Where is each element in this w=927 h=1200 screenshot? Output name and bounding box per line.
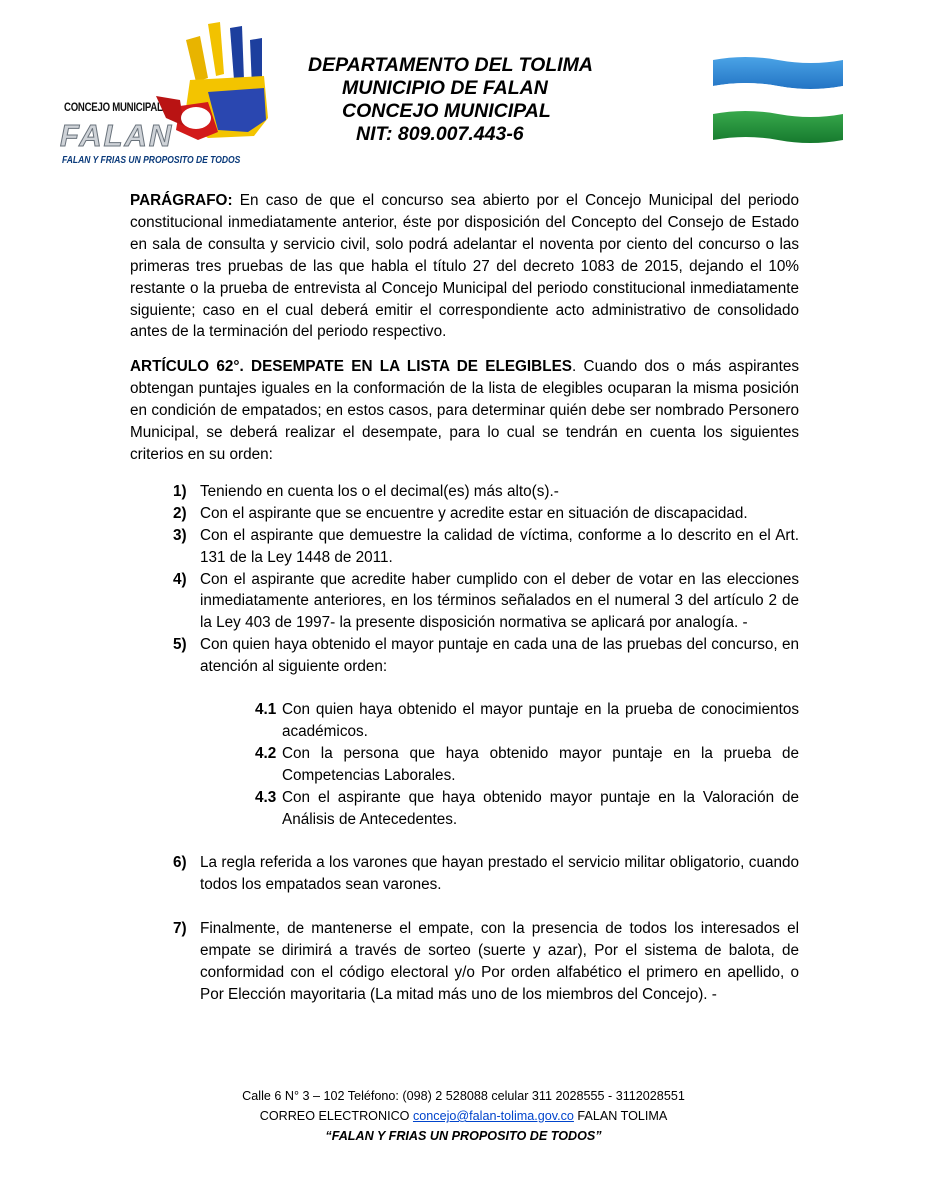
nit-line: NIT: 809.007.443-6	[356, 123, 524, 145]
footer-email-suffix: FALAN TOLIMA	[573, 1109, 668, 1123]
sub-list-item	[130, 699, 799, 743]
page-footer	[0, 1086, 927, 1146]
list-item	[130, 481, 799, 503]
council-title: CONCEJO MUNICIPAL	[342, 100, 551, 122]
footer-email-line	[0, 1106, 927, 1126]
list-item-number: 2)	[173, 504, 187, 522]
letterhead-titles	[300, 54, 660, 146]
articulo-label: ARTÍCULO 62°. DESEMPATE EN LA LISTA DE ELEGIBLES	[130, 358, 572, 376]
list-item	[130, 918, 799, 1006]
list-item-text: Finalmente, de mantenerse el empate, con la presencia de todos los interesados el empate se dirimirá a través de sorteo (suerte y azar), Por el sistema de balota, de conformidad con el código electoral y/o Por orden alfabético el primero en apellido, o Por Elección mayoritaria (La mitad más uno de los miembros del Concejo). -	[200, 920, 799, 1003]
list-item	[130, 503, 799, 525]
logo-tagline: FALAN Y FRIAS UN PROPOSITO DE TODOS	[62, 155, 241, 166]
sub-item-text: Con la persona que haya obtenido mayor puntaje en la prueba de Competencias Laborales.	[282, 744, 799, 784]
footer-email-prefix: CORREO ELECTRONICO	[259, 1109, 413, 1123]
list-item-text: Teniendo en cuenta los o el decimal(es) más alto(s).-	[200, 482, 559, 500]
sub-item-number: 4.3	[255, 788, 277, 806]
municipality-title: MUNICIPIO DE FALAN	[342, 77, 548, 99]
list-item-text: Con el aspirante que demuestre la calidad de víctima, conforme a lo descrito en el Art. 131 de la Ley 1448 de 2011.	[200, 526, 799, 566]
logo-wordmark: FALAN	[60, 118, 174, 153]
list-item	[130, 634, 799, 678]
list-item	[130, 852, 799, 896]
concejo-logo	[58, 14, 280, 170]
list-item-number: 3)	[173, 526, 187, 544]
list-item-number: 5)	[173, 636, 187, 654]
list-item-text: Con el aspirante que se encuentre y acredite estar en situación de discapacidad.	[200, 504, 748, 522]
articulo-text: . Cuando dos o más aspirantes obtengan puntajes iguales en la conformación de la lista de elegibles ocuparan la misma posición en condición de empatados; en estos casos, para determinar quién debe ser nombrado Personero Municipal, se deberá realizar el desempate, para lo cual se tendrán en cuenta los siguientes criterios en su orden:	[130, 358, 799, 463]
falan-flag-icon	[713, 56, 843, 144]
department-title: DEPARTAMENTO DEL TOLIMA	[308, 54, 593, 76]
footer-address: Calle 6 N° 3 – 102 Teléfono: (098) 2 528088 celular 311 2028555 - 3112028551	[242, 1089, 685, 1103]
document-body	[130, 190, 799, 1006]
criteria-list	[130, 481, 799, 678]
list-item	[130, 525, 799, 569]
sub-item-text: Con el aspirante que haya obtenido mayor puntaje en la Valoración de Análisis de Antecedentes.	[282, 788, 799, 828]
articulo-62-paragraph	[130, 356, 799, 466]
footer-slogan: “FALAN Y FRIAS UN PROPOSITO DE TODOS”	[325, 1129, 602, 1143]
list-item-number: 1)	[173, 482, 187, 500]
list-item-number: 6)	[173, 854, 187, 872]
sub-list-item	[130, 787, 799, 831]
sub-item-text: Con quien haya obtenido el mayor puntaje en la prueba de conocimientos académicos.	[282, 701, 799, 740]
sub-item-number: 4.1	[255, 701, 277, 719]
criteria-list-continued	[130, 852, 799, 1005]
list-item-text: Con el aspirante que acredite haber cumplido con el deber de votar en las elecciones inmediatamente anteriores, en los términos señalados en el numeral 3 del artículo 2 de la Ley 403 de 1997- la presente disposición normativa se aplicará por analogía. -	[200, 570, 799, 632]
list-item-number: 7)	[173, 920, 187, 938]
sub-criteria-list	[130, 699, 799, 830]
logo-title: CONCEJO MUNICIPAL	[64, 100, 163, 114]
paragrafo-text: En caso de que el concurso sea abierto por el Concejo Municipal del periodo constitucional inmediatamente anterior, éste por disposición del Concepto del Consejo de Estado en sala de consulta y servicio civil, solo podrá adelantar el noventa por ciento del concurso o las primeras tres pruebas de las que habla el título 27 del decreto 1083 de 2015, dejando el 10% restante o la prueba de entrevista al Concejo Municipal del periodo constitucional inmediatamente siguiente; caso en el cual deberá emitir el correspondiente acto administrativo de consolidado antes de la terminación del periodo respectivo.	[130, 192, 799, 341]
sub-list-item	[130, 743, 799, 787]
email-link[interactable]: concejo@falan-tolima.gov.co	[412, 1109, 574, 1123]
paragrafo-paragraph	[130, 190, 799, 343]
list-item-number: 4)	[173, 570, 187, 588]
list-item-text: Con quien haya obtenido el mayor puntaje en cada una de las pruebas del concurso, en atención al siguiente orden:	[200, 636, 799, 676]
list-item-text: La regla referida a los varones que hayan prestado el servicio militar obligatorio, cuando todos los empatados sean varones.	[200, 854, 799, 894]
list-item	[130, 569, 799, 635]
paragrafo-label: PARÁGRAFO:	[130, 192, 233, 209]
sub-item-number: 4.2	[255, 744, 277, 762]
